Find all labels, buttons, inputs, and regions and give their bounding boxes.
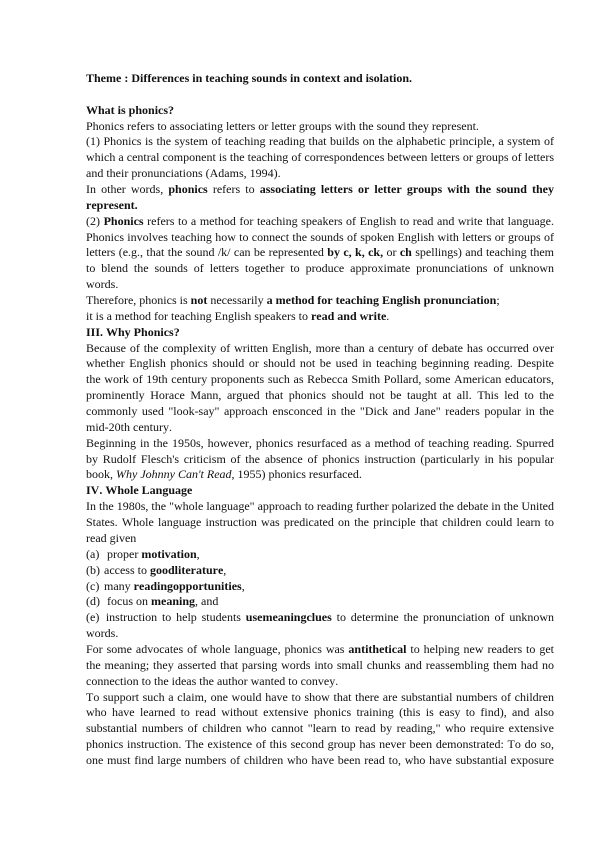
text-line: one must find large numbers of children who have been read to, who have substantial exposure xyxy=(86,752,554,767)
list-item xyxy=(86,594,554,610)
text-run: instruction to help students xyxy=(105,610,246,625)
text-line: represent. xyxy=(86,197,138,212)
list-item-continuation: words. xyxy=(86,626,119,641)
bold-run: motivation xyxy=(141,546,197,561)
text-run: , xyxy=(241,578,245,593)
text-line: Beginning in the 1950s, however, phonics resurfaced as a method of teaching reading. Spurred xyxy=(86,435,554,450)
text-run: Therefore, phonics is xyxy=(86,293,191,308)
list-label: (a) xyxy=(86,546,100,561)
text-run: proper xyxy=(107,546,142,561)
document-theme: Theme : Differences in teaching sounds in context and isolation. xyxy=(86,71,413,85)
text-line: by Rudolf Flesch's criticism of the absence of phonics instruction (particularly in his popular xyxy=(86,451,554,466)
text-run: spellings) and teaching them xyxy=(411,245,554,260)
text-run: to determine the pronunciation of unknown xyxy=(331,610,555,625)
bold-run: not xyxy=(190,293,208,308)
text-line: who have learned to read without extensive phonics training (this is easy to find), and also xyxy=(86,705,554,720)
list-label: (b) xyxy=(86,562,100,577)
text-run: letters (e.g., that the sound /k/ can be represented xyxy=(86,245,328,260)
bold-run: readingopportunities xyxy=(133,578,242,593)
text-run: book, xyxy=(86,467,116,482)
text-run: it is a method for teaching English speakers to xyxy=(86,308,311,323)
text-line: which a central component is the teaching of correspondences between letters or groups of letters xyxy=(86,150,554,165)
text-line: Phonics refers to associating letters or letter groups with the sound they represent. xyxy=(86,118,479,133)
text-line: substantial numbers of children who cannot "learn to read by reading," who require extensive xyxy=(86,721,554,736)
bold-run: a method for teaching English pronunciation xyxy=(266,293,497,308)
list-label: (d) xyxy=(86,594,100,609)
list-item xyxy=(86,547,554,563)
italic-book-title: Why Johnny Can't Read xyxy=(116,467,232,482)
text-run: or xyxy=(383,245,400,260)
text-run: ; xyxy=(496,293,500,308)
text-line: read given xyxy=(86,530,137,545)
text-line: (1) Phonics is the system of teaching reading that builds on the alphabetic principle, a system of xyxy=(86,134,554,149)
text-line xyxy=(86,467,554,483)
blank-line xyxy=(86,87,554,103)
section-heading: III. Why Phonics? xyxy=(86,324,180,339)
text-run: to helping new readers to get xyxy=(406,641,554,656)
text-line xyxy=(86,642,554,658)
text-run: , 1955) phonics resurfaced. xyxy=(231,467,362,482)
list-item xyxy=(86,579,554,595)
bold-run: ch xyxy=(399,245,412,260)
text-line: prominently Horace Mann, argued that phonics should not be taught at all. This led to the xyxy=(86,388,554,403)
text-line xyxy=(86,293,554,309)
bold-run: phonics xyxy=(168,182,208,197)
bold-run: meaning xyxy=(151,594,196,609)
text-line: words. xyxy=(86,277,119,292)
text-line: phonics instruction. The existence of this second group has never been demonstrated: To do so, xyxy=(86,737,554,752)
text-line xyxy=(86,214,554,230)
text-line xyxy=(86,309,554,325)
text-line: mid-20th century. xyxy=(86,419,172,434)
text-line: Because of the complexity of written English, more than a century of debate has occurred over xyxy=(86,340,554,355)
text-run: (2) xyxy=(86,213,104,228)
text-line: the work of 19th century proponents such as Rebecca Smith Pollard, some American educators, xyxy=(86,372,554,387)
text-line: to blend the sounds of letters together to produce approximate pronunciations of unknown xyxy=(86,261,554,276)
text-line xyxy=(86,245,554,261)
text-run: refers to a method for teaching speakers of English to read and write that language. xyxy=(143,213,554,228)
section-heading: IV. Whole Language xyxy=(86,483,193,498)
text-line: the meaning; they asserted that parsing words into small chunks and reassembling them had no xyxy=(86,657,554,672)
text-run: access to xyxy=(104,562,150,577)
text-run: , and xyxy=(195,594,219,609)
text-line: and their pronunciations (Adams, 1994). xyxy=(86,166,281,181)
text-line: whether English phonics should or should not be used in teaching beginning reading. Despite xyxy=(86,356,554,371)
section-heading: What is phonics? xyxy=(86,102,175,117)
bold-run: usemeaningclues xyxy=(245,610,332,625)
text-line: In the 1980s, the "whole language" approach to reading further polarized the debate in the United xyxy=(86,499,554,514)
text-run: For some advocates of whole language, phonics was xyxy=(86,641,349,656)
text-run: In other words, xyxy=(86,182,169,197)
bold-run: goodliterature xyxy=(149,562,224,577)
bold-run: read and write xyxy=(310,308,387,323)
text-line: commonly used "look-say" approach ensconced in the "Dick and Jane" readers popular in the xyxy=(86,404,554,419)
bold-run: Phonics xyxy=(103,213,144,228)
text-line: States. Whole language instruction was predicated on the principle that children could learn to xyxy=(86,515,554,530)
list-item xyxy=(86,563,554,579)
document-body xyxy=(86,71,554,769)
text-run: . xyxy=(386,308,390,323)
text-run: refers to xyxy=(207,182,260,197)
bold-run: by c, k, ck, xyxy=(327,245,384,260)
list-label: (e) xyxy=(86,610,100,625)
bold-run: associating letters or letter groups with the sound they xyxy=(259,182,555,197)
bold-run: antithetical xyxy=(348,641,407,656)
text-line: Phonics involves teaching how to connect the sounds of spoken English with letters or groups of xyxy=(86,229,554,244)
text-line: To support such a claim, one would have to show that there are substantial numbers of children xyxy=(86,689,554,704)
text-line: connection to the ideas the author wanted to convey. xyxy=(86,673,339,688)
text-run: necessarily xyxy=(207,293,267,308)
list-label: (c) xyxy=(86,578,100,593)
text-run: , xyxy=(196,546,200,561)
text-line xyxy=(86,182,554,198)
list-item xyxy=(86,610,554,626)
text-run: focus on xyxy=(107,594,151,609)
text-run: , xyxy=(223,562,227,577)
text-run: many xyxy=(104,578,134,593)
